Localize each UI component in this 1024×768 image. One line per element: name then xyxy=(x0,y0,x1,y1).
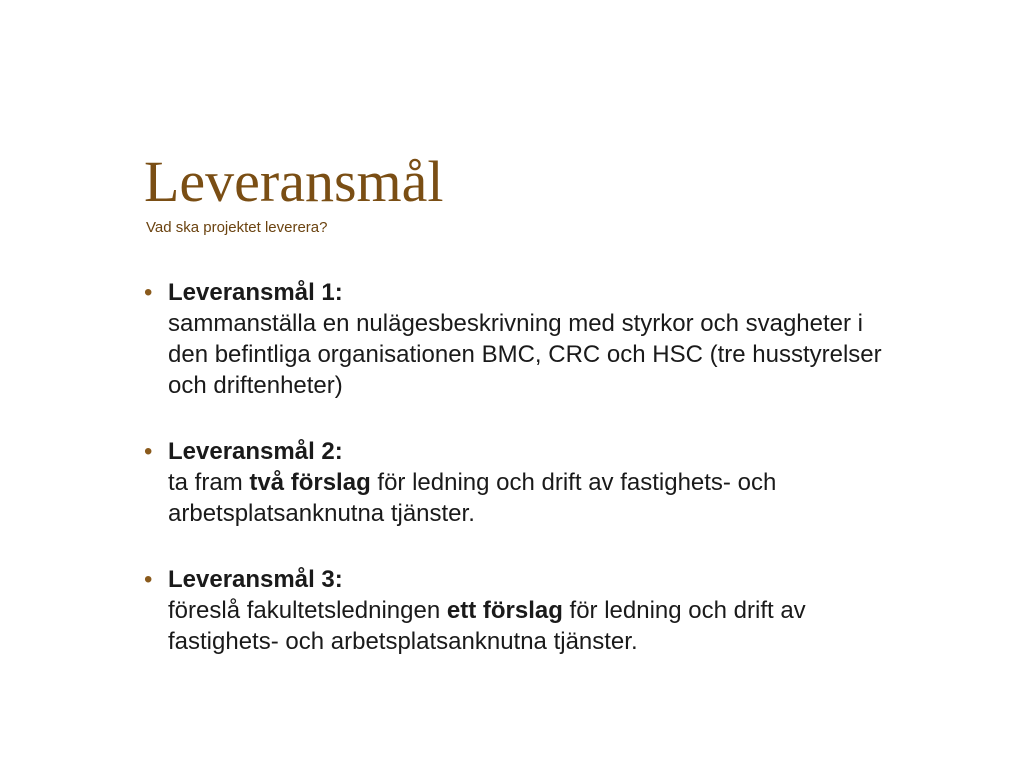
slide-subtitle: Vad ska projektet leverera? xyxy=(146,219,328,236)
bullet-dot-icon: • xyxy=(144,438,153,465)
bullet-list xyxy=(144,277,904,692)
bullet-body-emphasis: ett förslag xyxy=(446,597,563,624)
bullet-body: sammanställa en nulägesbeskrivning med styrkor och svagheter i den befintliga organisationen BMC, CRC och HSC (tre husstyrelser och driftenheter) xyxy=(168,310,882,399)
bullet-item-2 xyxy=(144,436,904,529)
bullet-body xyxy=(168,595,904,657)
bullet-body-text: föreslå fakultetsledningen xyxy=(168,597,447,624)
bullet-dot-icon: • xyxy=(144,279,153,306)
bullet-dot-icon: • xyxy=(144,566,153,593)
bullet-heading: Leveransmål 2: xyxy=(168,438,343,465)
bullet-heading: Leveransmål 3: xyxy=(168,566,343,593)
bullet-body-text: för ledning och drift av fastighets- och arbetsplatsanknutna tjänster. xyxy=(168,597,806,655)
bullet-item-3 xyxy=(144,564,904,657)
bullet-heading: Leveransmål 1: xyxy=(168,279,343,306)
slide-title: Leveransmål xyxy=(144,149,444,214)
bullet-body-text: ta fram xyxy=(168,469,250,496)
bullet-body-emphasis: två förslag xyxy=(249,469,371,496)
bullet-body xyxy=(168,467,904,529)
bullet-body-text: för ledning och drift av fastighets- och arbetsplatsanknutna tjänster. xyxy=(168,469,777,527)
bullet-item-1 xyxy=(144,277,904,401)
